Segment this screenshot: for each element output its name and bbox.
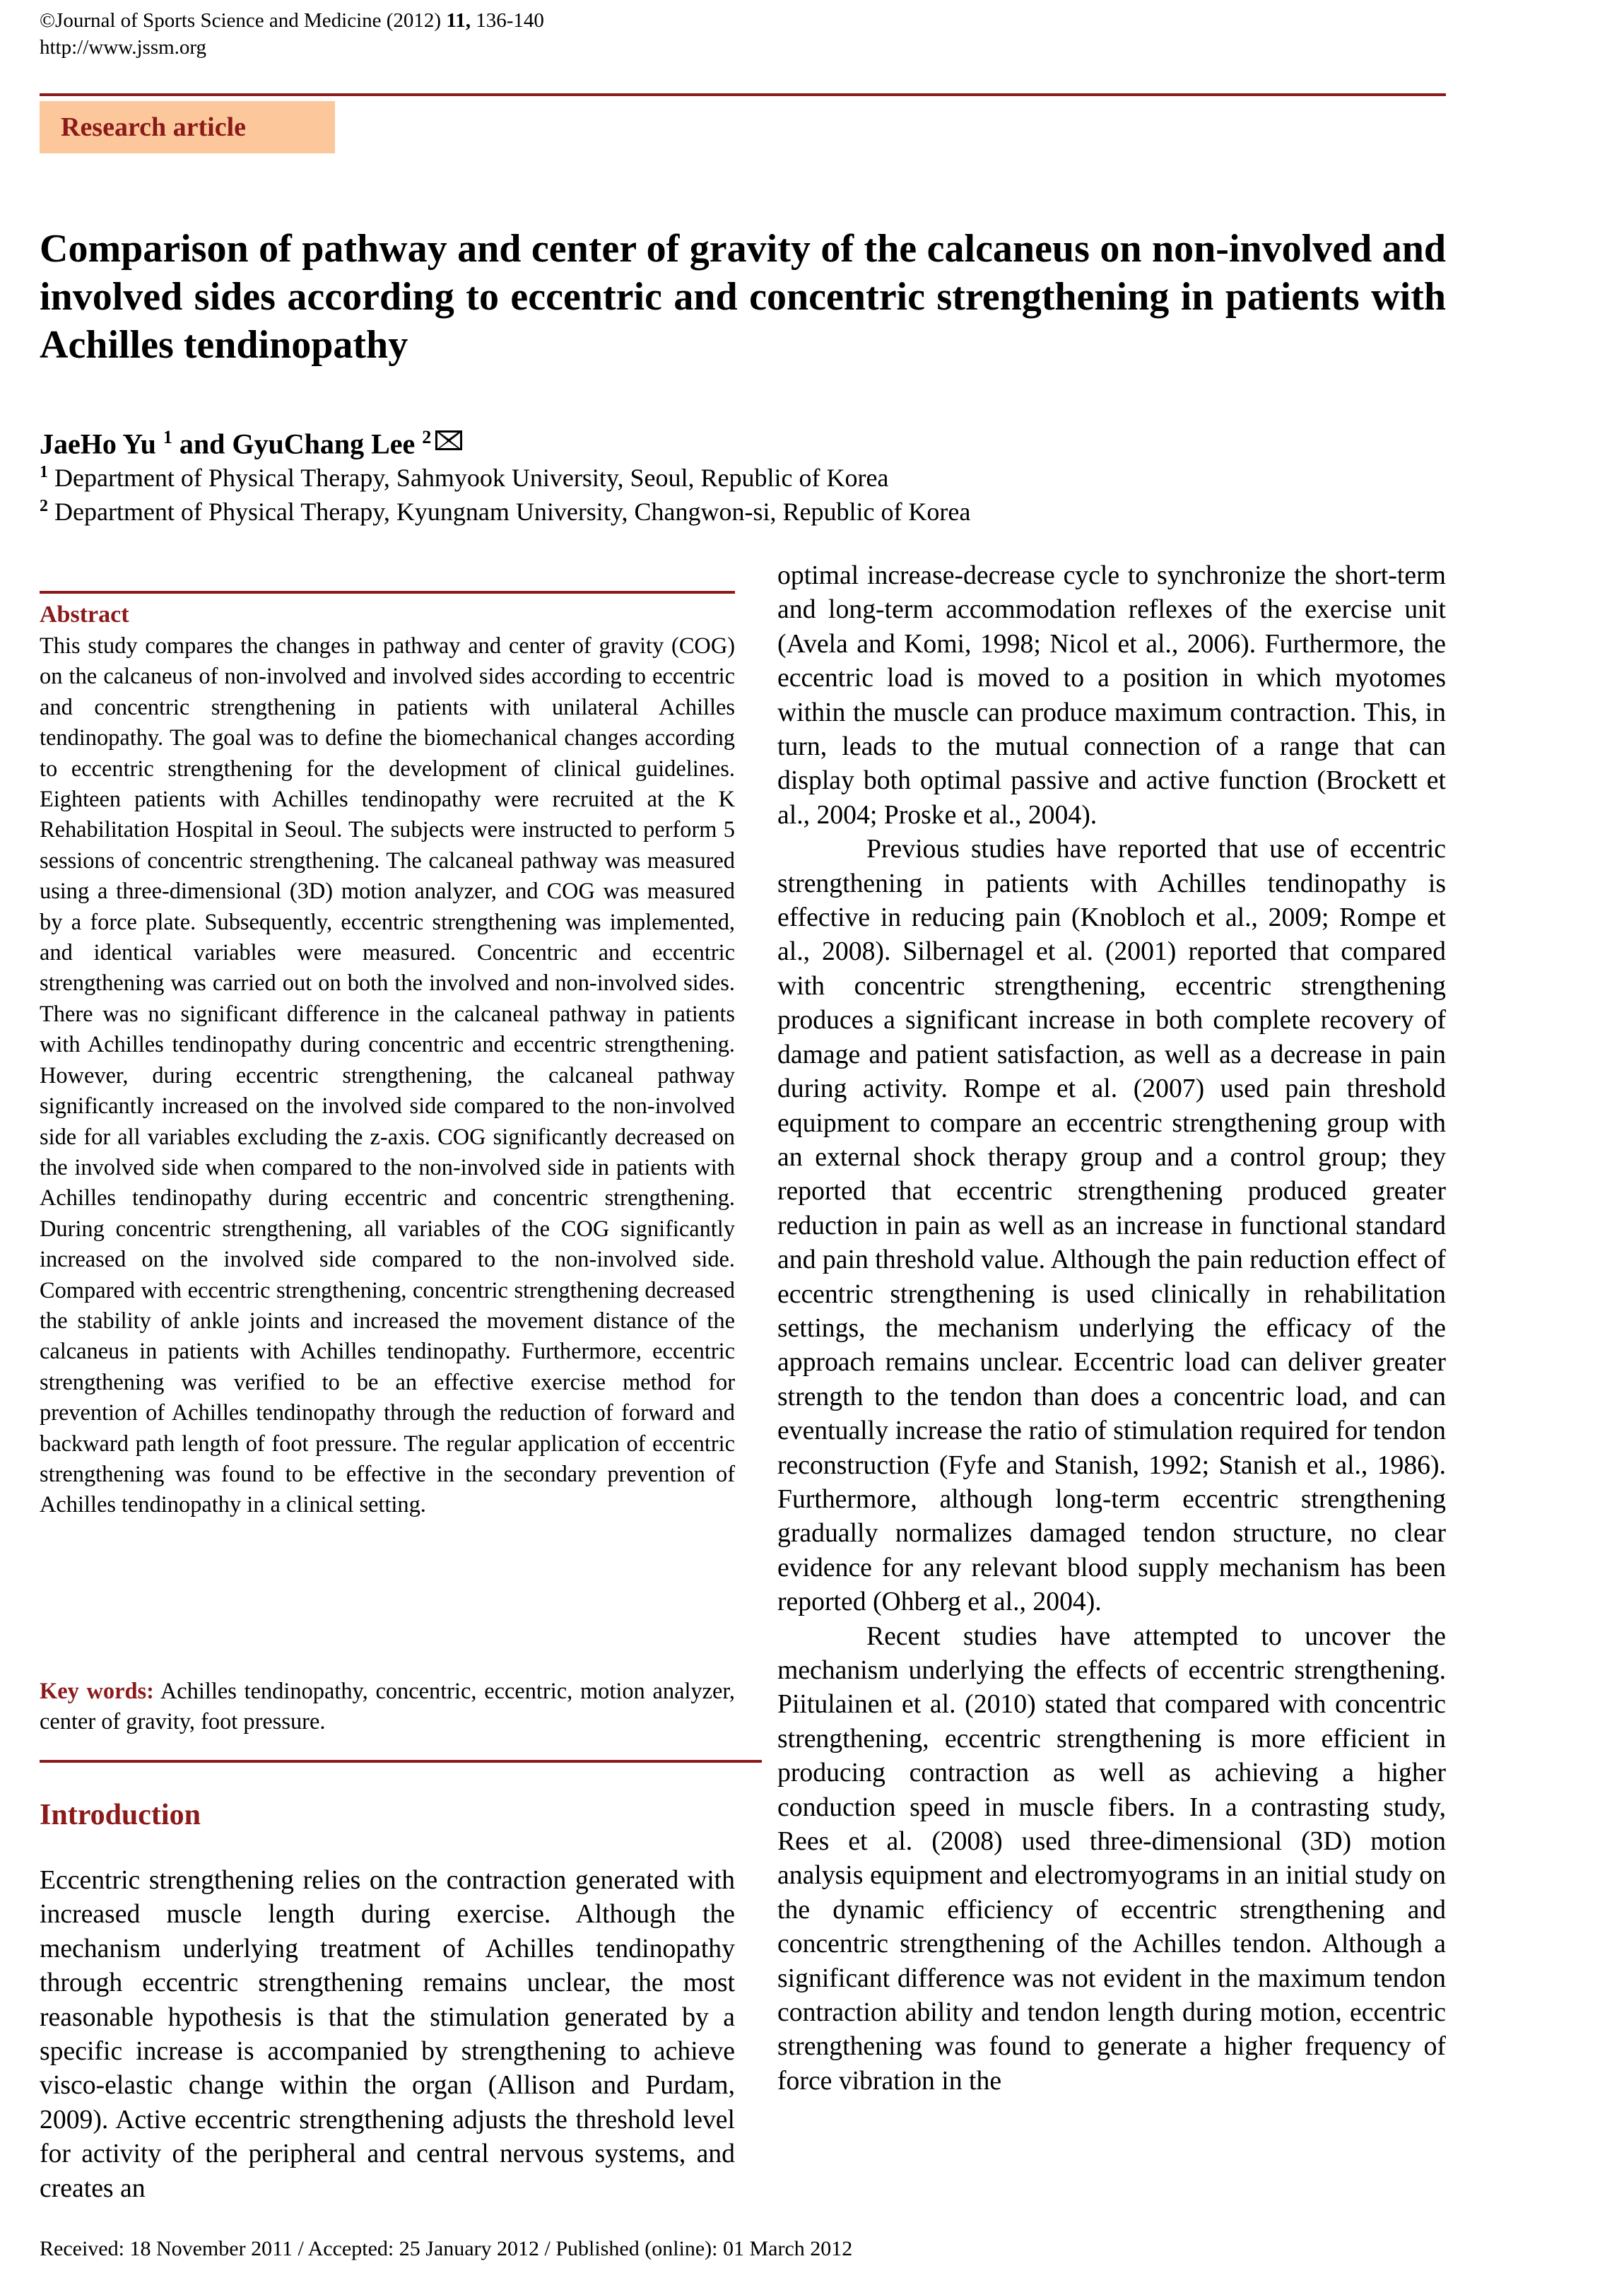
affiliation-number: 1	[40, 463, 48, 481]
keywords-list: Achilles tendinopathy, concentric, eccentric, motion analyzer, center of gravity, foot pressure.	[40, 1679, 735, 1735]
body-paragraph: optimal increase-decrease cycle to synchronize the short-term and long-term accommodation reflexes of the exercise unit (Avela and Komi, 1998; Nicol et al., 2006). Furthermore, the eccentric load is moved to a position in which myotomes within the muscle can produce maximum contraction. This, in turn, leads to the mutual connection of a range that can display both optimal passive and active function (Brockett et al., 2004; Proske et al., 2004).	[777, 560, 1446, 830]
body-paragraph: Recent studies have attempted to uncover the mechanism underlying the effects of eccentric strengthening. Piitulainen et al. (2010) stated that compared with concentric strengthening, eccentric strengthening is more efficient in producing contraction as well as achieving a higher conduction speed in muscle fibers. In a contrasting study, Rees et al. (2008) used three-dimensional (3D) motion analysis equipment and electromyograms in an initial study on the dynamic efficiency of eccentric strengthening and concentric strengthening of the Achilles tendon. Although a significant difference was not evident in the maximum tendon contraction ability and tendon length during motion, eccentric strengthening was found to generate a higher frequency of force vibration in the	[777, 1621, 1446, 2096]
journal-url[interactable]: http://www.jssm.org	[40, 36, 207, 59]
affiliation-number: 2	[40, 497, 48, 515]
body-paragraph: Previous studies have reported that use of eccentric strengthening in patients with Achilles tendinopathy is effective in reducing pain (Knobloch et al., 2009; Rompe et al., 2008). Silbernagel et al. (2001) reported that compared with concentric strengthening, eccentric strengthening produces a significant increase in both complete recovery of damage and patient satisfaction, as well as a decrease in pain during activity. Rompe et al. (2007) used pain threshold equipment to compare an eccentric strengthening group with an external shock therapy group and a control group; they reported that eccentric strengthening produced greater reduction in pain as well as an increase in functional standard and pain threshold value. Although the pain reduction effect of eccentric strengthening is used clinically in rehabilitation settings, the mechanism underlying the efficacy of the approach remains unclear. Eccentric load can deliver greater strength to the tendon than does a concentric load, and can eventually increase the ratio of stimulation required for tendon reconstruction (Fyfe and Stanish, 1992; Stanish et al., 1986). Furthermore, although long-term eccentric strengthening gradually normalizes damaged tendon structure, no clear evidence for any relevant blood supply mechanism has been reported (Ohberg et al., 2004).	[777, 834, 1446, 1617]
journal-citation: ©Journal of Sports Science and Medicine (2012) 11, 136-140	[40, 9, 544, 32]
author-name: JaeHo Yu	[40, 428, 156, 460]
affiliation-text: Department of Physical Therapy, Sahmyook University, Seoul, Republic of Korea	[54, 464, 889, 492]
affiliation-2	[40, 490, 970, 528]
introduction-paragraph: Eccentric strengthening relies on the contraction generated with increased muscle length during exercise. Although the mechanism underlying treatment of Achilles tendinopathy through eccentric strengthening remains unclear, the most reasonable hypothesis is that the stimulation generated by a specific increase is accompanied by strengthening to achieve visco-elastic change within the organ (Allison and Purdam, 2009). Active eccentric strengthening adjusts the threshold level for activity of the peripheral and central nervous systems, and creates an	[40, 1865, 735, 2203]
author-name: GyuChang Lee	[232, 428, 416, 460]
journal-volume: 11,	[446, 9, 471, 32]
abstract-top-divider	[40, 591, 735, 594]
paper-title: Comparison of pathway and center of gravity of the calcaneus on non-involved and involved sides according to eccentric and concentric strengthening in patients with Achilles tendinopathy	[40, 227, 1446, 367]
abstract-heading: Abstract	[40, 601, 129, 628]
publication-dates: Received: 18 November 2011 / Accepted: 25 January 2012 / Published (online): 01 March 2012	[40, 2237, 853, 2260]
header-divider	[40, 93, 1446, 96]
author-affiliation-marker: 2	[422, 427, 432, 447]
author-conjunction: and	[172, 428, 233, 460]
author-affiliation-marker: 1	[163, 427, 172, 447]
right-column	[777, 558, 1446, 2098]
introduction-heading: Introduction	[40, 1799, 201, 1831]
article-type-badge: Research article	[40, 101, 335, 153]
journal-pages: 136-140	[470, 9, 544, 32]
keywords-label: Key words:	[40, 1679, 154, 1704]
envelope-icon[interactable]	[435, 430, 462, 450]
affiliation-1	[40, 456, 888, 494]
abstract-bottom-divider	[40, 1760, 762, 1763]
abstract-body: This study compares the changes in pathway and center of gravity (COG) on the calcaneus of non-involved and involved sides according to eccentric and concentric strengthening in patients with unilateral Achilles tendinopathy. The goal was to define the biomechanical changes according to eccentric strengthening for the development of clinical guidelines. Eighteen patients with Achilles tendinopathy were recruited at the K Rehabilitation Hospital in Seoul. The subjects were instructed to perform 5 sessions of concentric strengthening. The calcaneal pathway was measured using a three-dimensional (3D) motion analyzer, and COG was measured by a force plate. Subsequently, eccentric strengthening was implemented, and identical variables were measured. Concentric and eccentric strengthening was carried out on both the involved and non-involved sides. There was no significant difference in the calcaneal pathway in patients with Achilles tendinopathy during concentric and eccentric strengthening. However, during eccentric strengthening, the calcaneal pathway significantly increased on the involved side compared to the non-involved side for all variables excluding the z-axis. COG significantly decreased on the involved side when compared to the non-involved side in patients with Achilles tendinopathy during eccentric and concentric strengthening. During concentric strengthening, all variables of the COG significantly increased on the involved side compared to the non-involved side. Compared with eccentric strengthening, concentric strengthening decreased the stability of ankle joints and increased the movement distance of the calcaneus in patients with Achilles tendinopathy. Furthermore, eccentric strengthening was verified to be an effective exercise method for prevention of Achilles tendinopathy through the reduction of forward and backward path length of foot pressure. The regular application of eccentric strengthening was found to be effective in the secondary prevention of Achilles tendinopathy in a clinical setting.	[40, 633, 735, 1518]
keywords	[40, 1677, 735, 1738]
journal-header	[40, 7, 544, 61]
affiliation-text: Department of Physical Therapy, Kyungnam University, Changwon-si, Republic of Korea	[54, 498, 971, 526]
